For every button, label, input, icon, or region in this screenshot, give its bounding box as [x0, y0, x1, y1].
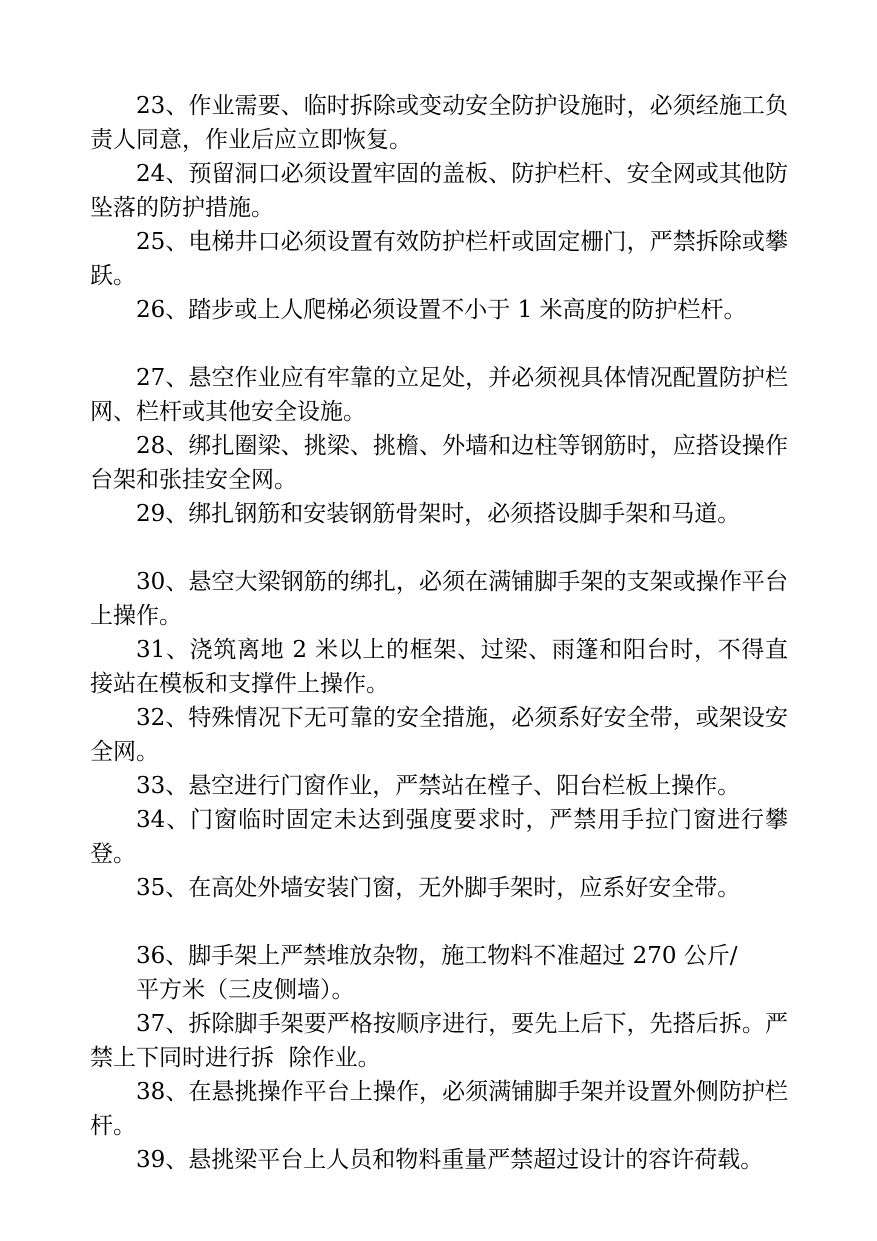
- rule-31: 31、浇筑离地 2 米以上的框架、过梁、雨篷和阳台时，不得直接站在模板和支撑件上操作。: [90, 637, 788, 697]
- blank-line: [90, 531, 788, 565]
- rule-33: 33、悬空进行门窗作业，严禁站在樘子、阳台栏板上操作。: [136, 773, 741, 799]
- rule-27: 27、悬空作业应有牢靠的立足处，并必须视具体情况配置防护栏网、栏杆或其他安全设施。: [90, 365, 788, 425]
- rule-28: 28、绑扎圈梁、挑梁、挑檐、外墙和边柱等钢筋时，应搭设操作台架和张挂安全网。: [90, 433, 788, 493]
- rule-34: 34、门窗临时固定未达到强度要求时，严禁用手拉门窗进行攀登。: [90, 807, 788, 867]
- rule-30: 30、悬空大梁钢筋的绑扎，必须在满铺脚手架的支架或操作平台上操作。: [90, 569, 788, 629]
- blank-line: [90, 905, 788, 939]
- rule-23: 23、作业需要、临时拆除或变动安全防护设施时，必须经施工负责人同意，作业后应立即恢复。: [90, 93, 788, 153]
- rule-24: 24、预留洞口必须设置牢固的盖板、防护栏杆、安全网或其他防坠落的防护措施。: [90, 161, 788, 221]
- rule-38: 38、在悬挑操作平台上操作，必须满铺脚手架并设置外侧防护栏杆。: [90, 1079, 788, 1139]
- rule-39: 39、悬挑梁平台上人员和物料重量严禁超过设计的容许荷载。: [136, 1147, 764, 1173]
- rule-32: 32、特殊情况下无可靠的安全措施，必须系好安全带，或架设安全网。: [90, 705, 788, 765]
- rule-35: 35、在高处外墙安装门窗，无外脚手架时，应系好安全带。: [136, 875, 741, 901]
- rule-36-line-1: 36、脚手架上严禁堆放杂物，施工物料不准超过 270 公斤/: [136, 943, 738, 969]
- blank-line: [90, 327, 788, 361]
- document-page: [90, 89, 788, 1177]
- rule-37: 37、拆除脚手架要严格按顺序进行，要先上后下，先搭后拆。严禁上下同时进行拆 除作业。: [90, 1011, 788, 1071]
- rule-29: 29、绑扎钢筋和安装钢筋骨架时，必须搭设脚手架和马道。: [136, 501, 741, 527]
- rule-26: 26、踏步或上人爬梯必须设置不小于 1 米高度的防护栏杆。: [136, 297, 747, 323]
- rule-25: 25、电梯井口必须设置有效防护栏杆或固定栅门，严禁拆除或攀跃。: [90, 229, 788, 289]
- rule-36-line-2: 平方米（三皮侧墙）。: [136, 977, 355, 1003]
